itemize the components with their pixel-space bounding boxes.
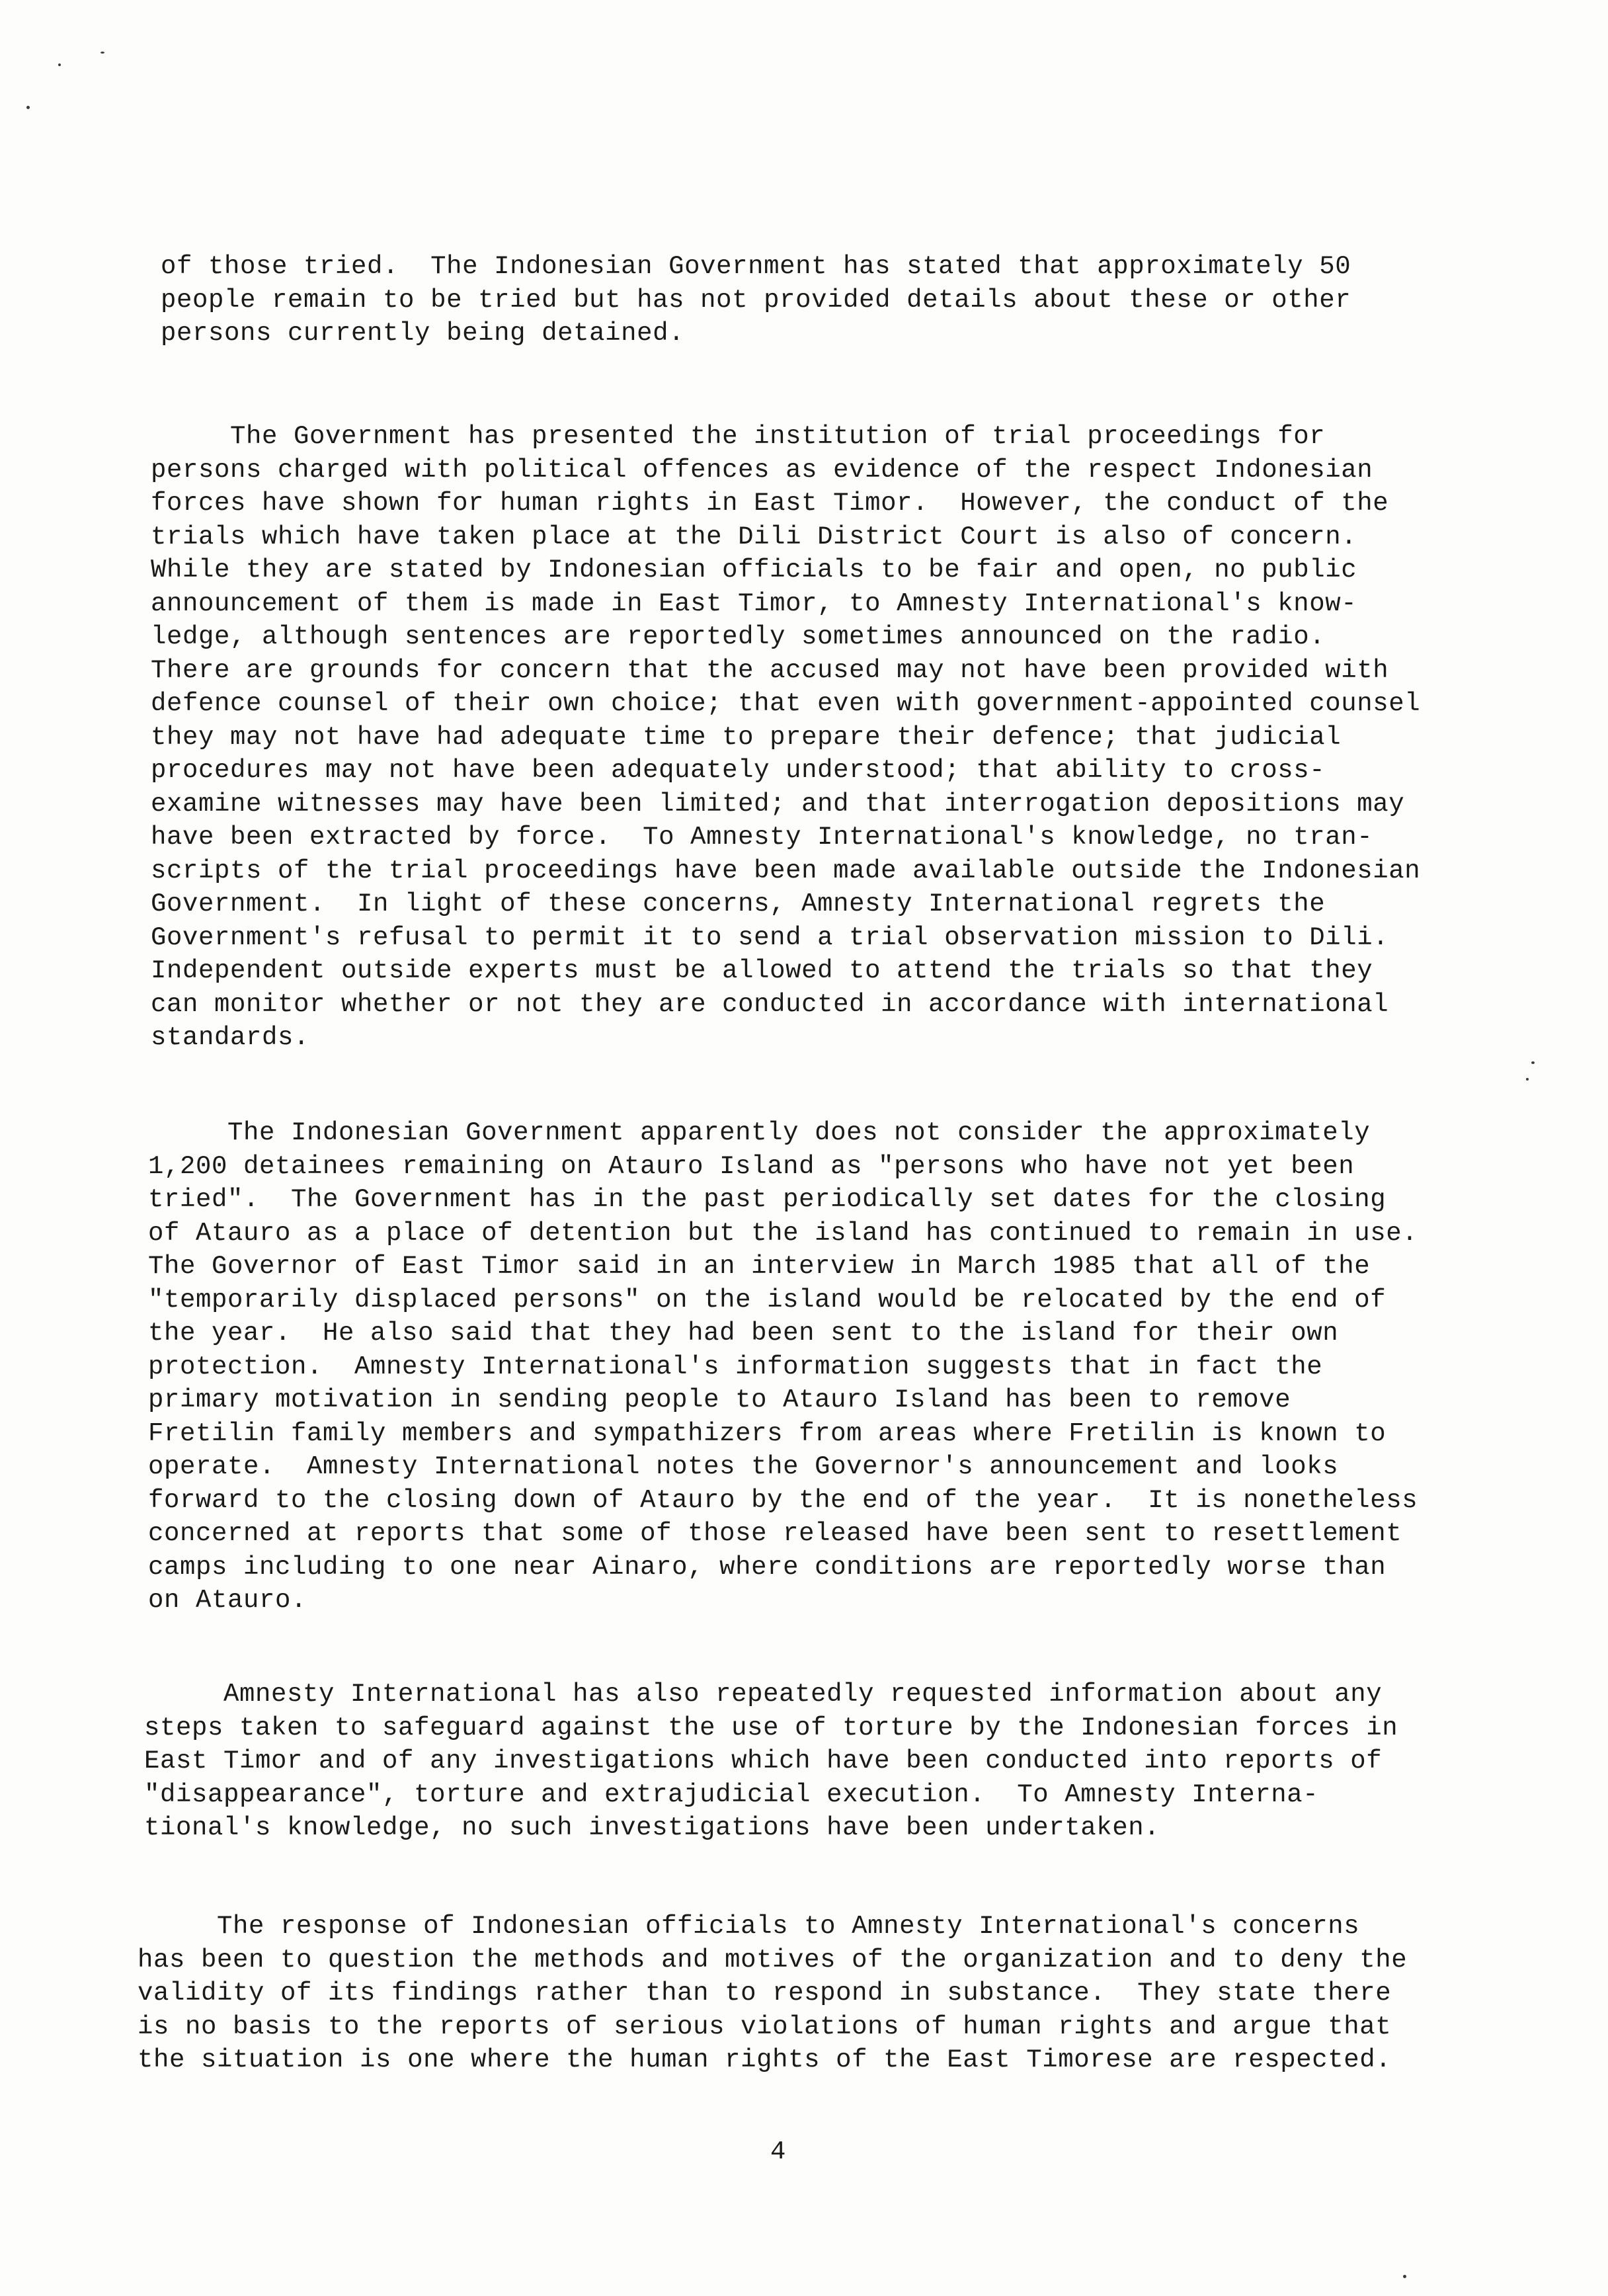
scan-speck	[100, 52, 104, 54]
paragraph-trial-status: of those tried. The Indonesian Government has stated that approximately 50 people remain to be tried but has not provided details about these or other persons currently being detained.	[161, 252, 1351, 348]
scan-speck	[1531, 1061, 1535, 1064]
paragraph-atauro-island: The Indonesian Government apparently does not consider the approximately 1,200 detainees remaining on Atauro Island as "persons who have not yet been tried". The Government has in the past periodically set dates for the closing of Atauro as a place of detention but the island has continued to remain in use. The Governor of East Timor said in an interview in March 1985 that all of the "temporarily displaced persons" on the island would be relocated by the end of the year. He also said that they had been sent to the island for their own protection. Amnesty International's information suggests that in fact the primary motivation in sending people to Atauro Island has been to remove Fretilin family members and sympathizers from areas where Fretilin is known to operate. Amnesty International notes the Governor's announcement and looks forward to the closing down of Atauro by the end of the year. It is nonetheless concerned at reports that some of those released have been sent to resettlement camps including to one near Ainaro, where conditions are reportedly worse than on Atauro.	[148, 1118, 1418, 1615]
scan-speck	[1526, 1078, 1529, 1081]
page-number: 4	[770, 2137, 786, 2166]
scan-speck	[1403, 2275, 1406, 2278]
scan-speck	[58, 63, 61, 66]
paragraph-official-response: The response of Indonesian officials to Amnesty International's concerns has been to question the methods and motives of the organization and to deny the validity of its findings rather than to respond in substance. They state there is no basis to the reports of serious violations of human rights and argue that the situation is one where the human rights of the East Timorese are respected.	[138, 1912, 1408, 2074]
paragraph-trial-proceedings: The Government has presented the institution of trial proceedings for persons charged with political offences as evidence of the respect Indonesian forces have shown for human rights in East Timor. However, the conduct of the trials which have taken place at the Dili District Court is also of concern. While they are stated by Indonesian officials to be fair and open, no public announcement of them is made in East Timor, to Amnesty International's know- ledge, although sentences are reportedly sometimes announced on the radio. There are grounds for concern that the accused may not have been provided with defence counsel of their own choice; that even with government-appointed counsel they may not have had adequate time to prepare their defence; that judicial procedures may not have been adequately understood; that ability to cross- examine witnesses may have been limited; and that interrogation depositions may have been extracted by force. To Amnesty International's knowledge, no tran- scripts of the trial proceedings have been made available outside the Indonesian Government. In light of these concerns, Amnesty International regrets the Government's refusal to permit it to send a trial observation mission to Dili. Independent outside experts must be allowed to attend the trials so that they can monitor whether or not they are conducted in accordance with international standards.	[151, 422, 1421, 1052]
scan-speck	[26, 106, 30, 109]
paragraph-torture-investigations: Amnesty International has also repeatedly requested information about any steps taken to safeguard against the use of torture by the Indonesian forces in East Timor and of any investigations which have been conducted into reports of "disappearance", torture and extrajudicial execution. To Amnesty Interna- tional's knowledge, no such investigations have been undertaken.	[144, 1680, 1398, 1842]
